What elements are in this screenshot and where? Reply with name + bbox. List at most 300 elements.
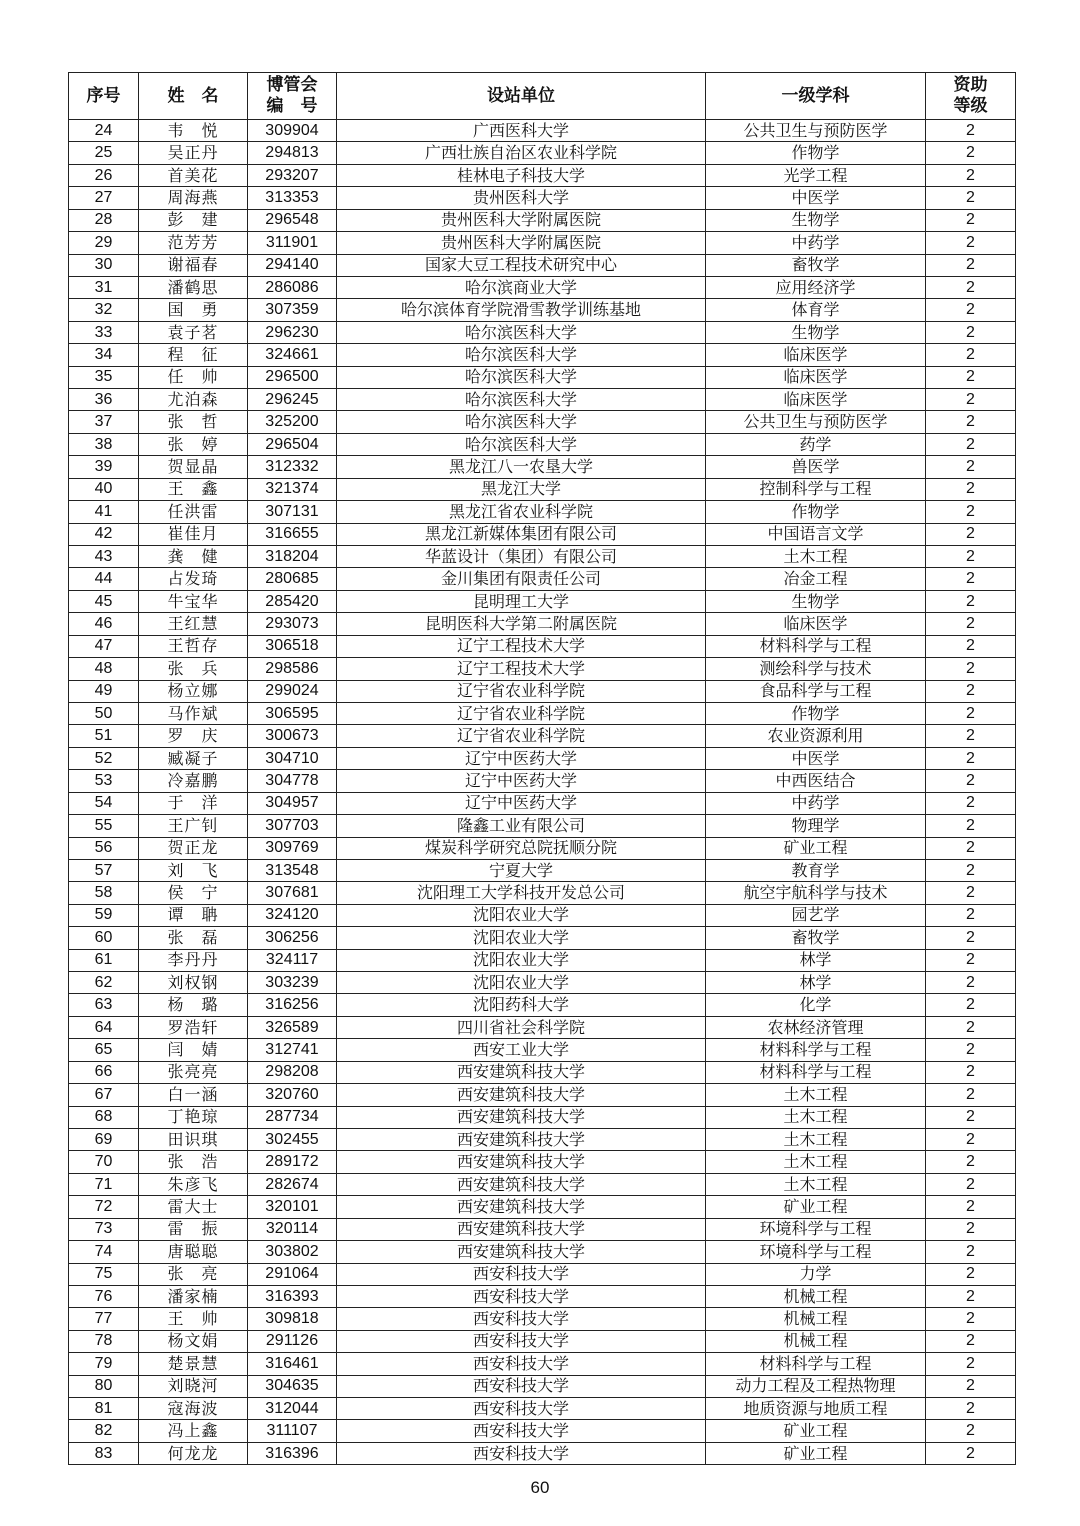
table-row [69, 1061, 1016, 1083]
cell-level: 2 [926, 1398, 1016, 1420]
cell-level: 2 [926, 1285, 1016, 1307]
cell-subject: 矿业工程 [706, 837, 926, 859]
table-header-row [69, 73, 1016, 120]
header-level [926, 73, 1016, 120]
cell-unit: 昆明医科大学第二附属医院 [337, 613, 706, 635]
cell-subject: 地质资源与地质工程 [706, 1398, 926, 1420]
cell-name: 贺正龙 [139, 837, 248, 859]
cell-id: 307131 [248, 501, 337, 523]
header-name: 姓 名 [139, 73, 248, 120]
cell-name: 尤泊森 [139, 389, 248, 411]
cell-seq: 68 [69, 1106, 139, 1128]
cell-seq: 83 [69, 1442, 139, 1464]
cell-level: 2 [926, 882, 1016, 904]
cell-unit: 西安科技大学 [337, 1442, 706, 1464]
cell-name: 潘鹤思 [139, 276, 248, 298]
cell-subject: 机械工程 [706, 1330, 926, 1352]
cell-level: 2 [926, 523, 1016, 545]
cell-level: 2 [926, 1106, 1016, 1128]
cell-unit: 贵州医科大学附属医院 [337, 232, 706, 254]
cell-seq: 78 [69, 1330, 139, 1352]
cell-id: 316396 [248, 1442, 337, 1464]
table-row [69, 1241, 1016, 1263]
table-row [69, 389, 1016, 411]
cell-unit: 哈尔滨医科大学 [337, 321, 706, 343]
cell-name: 丁艳琼 [139, 1106, 248, 1128]
cell-id: 311107 [248, 1420, 337, 1442]
cell-subject: 作物学 [706, 501, 926, 523]
cell-level: 2 [926, 658, 1016, 680]
cell-level: 2 [926, 1442, 1016, 1464]
cell-id: 307681 [248, 882, 337, 904]
cell-unit: 黑龙江省农业科学院 [337, 501, 706, 523]
cell-unit: 贵州医科大学附属医院 [337, 209, 706, 231]
table-row [69, 1375, 1016, 1397]
cell-subject: 应用经济学 [706, 276, 926, 298]
table-row [69, 456, 1016, 478]
cell-level: 2 [926, 411, 1016, 433]
header-seq: 序号 [69, 73, 139, 120]
cell-id: 324661 [248, 344, 337, 366]
cell-unit: 沈阳药科大学 [337, 994, 706, 1016]
table-row [69, 568, 1016, 590]
cell-seq: 49 [69, 680, 139, 702]
table-row [69, 1106, 1016, 1128]
cell-id: 294140 [248, 254, 337, 276]
cell-subject: 生物学 [706, 590, 926, 612]
cell-subject: 临床医学 [706, 613, 926, 635]
cell-unit: 黑龙江新媒体集团有限公司 [337, 523, 706, 545]
cell-subject: 环境科学与工程 [706, 1241, 926, 1263]
cell-unit: 广西医科大学 [337, 120, 706, 142]
cell-name: 朱彦飞 [139, 1173, 248, 1195]
cell-seq: 64 [69, 1016, 139, 1038]
cell-name: 王 帅 [139, 1308, 248, 1330]
cell-unit: 隆鑫工业有限公司 [337, 815, 706, 837]
cell-subject: 林学 [706, 972, 926, 994]
cell-unit: 哈尔滨医科大学 [337, 433, 706, 455]
cell-id: 320101 [248, 1196, 337, 1218]
cell-subject: 材料科学与工程 [706, 1061, 926, 1083]
cell-unit: 西安科技大学 [337, 1398, 706, 1420]
cell-id: 296504 [248, 433, 337, 455]
table-row [69, 927, 1016, 949]
table-row [69, 1308, 1016, 1330]
table-row [69, 344, 1016, 366]
cell-level: 2 [926, 613, 1016, 635]
cell-seq: 79 [69, 1353, 139, 1375]
cell-name: 李丹丹 [139, 949, 248, 971]
cell-id: 313548 [248, 859, 337, 881]
cell-level: 2 [926, 456, 1016, 478]
cell-id: 304778 [248, 770, 337, 792]
cell-id: 313353 [248, 187, 337, 209]
table-row [69, 994, 1016, 1016]
cell-name: 刘 飞 [139, 859, 248, 881]
cell-level: 2 [926, 1353, 1016, 1375]
cell-subject: 机械工程 [706, 1285, 926, 1307]
table-row [69, 1173, 1016, 1195]
cell-subject: 临床医学 [706, 344, 926, 366]
table-row [69, 299, 1016, 321]
cell-name: 任洪雷 [139, 501, 248, 523]
cell-seq: 47 [69, 635, 139, 657]
table-row [69, 702, 1016, 724]
cell-seq: 40 [69, 478, 139, 500]
cell-name: 贺显晶 [139, 456, 248, 478]
cell-subject: 中西医结合 [706, 770, 926, 792]
cell-level: 2 [926, 1241, 1016, 1263]
cell-name: 楚景慧 [139, 1353, 248, 1375]
table-row [69, 590, 1016, 612]
cell-name: 田识琪 [139, 1128, 248, 1150]
table-row [69, 232, 1016, 254]
cell-seq: 33 [69, 321, 139, 343]
cell-seq: 38 [69, 433, 139, 455]
cell-subject: 畜牧学 [706, 927, 926, 949]
cell-subject: 测绘科学与技术 [706, 658, 926, 680]
cell-id: 293073 [248, 613, 337, 635]
cell-level: 2 [926, 1375, 1016, 1397]
cell-id: 304710 [248, 747, 337, 769]
cell-id: 280685 [248, 568, 337, 590]
cell-seq: 58 [69, 882, 139, 904]
table-row [69, 523, 1016, 545]
cell-unit: 西安科技大学 [337, 1375, 706, 1397]
cell-level: 2 [926, 568, 1016, 590]
cell-name: 雷 振 [139, 1218, 248, 1240]
cell-unit: 哈尔滨医科大学 [337, 411, 706, 433]
cell-name: 闫 婧 [139, 1039, 248, 1061]
cell-seq: 27 [69, 187, 139, 209]
cell-unit: 西安建筑科技大学 [337, 1084, 706, 1106]
cell-seq: 59 [69, 904, 139, 926]
cell-seq: 31 [69, 276, 139, 298]
cell-level: 2 [926, 859, 1016, 881]
cell-id: 316461 [248, 1353, 337, 1375]
cell-unit: 桂林电子科技大学 [337, 164, 706, 186]
table-body [69, 120, 1016, 1465]
table-row [69, 972, 1016, 994]
cell-id: 307703 [248, 815, 337, 837]
table-row [69, 142, 1016, 164]
cell-seq: 41 [69, 501, 139, 523]
cell-subject: 矿业工程 [706, 1196, 926, 1218]
cell-seq: 73 [69, 1218, 139, 1240]
cell-seq: 69 [69, 1128, 139, 1150]
cell-seq: 43 [69, 546, 139, 568]
table-row [69, 658, 1016, 680]
cell-seq: 26 [69, 164, 139, 186]
cell-id: 296500 [248, 366, 337, 388]
cell-name: 占发琦 [139, 568, 248, 590]
cell-subject: 化学 [706, 994, 926, 1016]
cell-level: 2 [926, 815, 1016, 837]
cell-level: 2 [926, 1263, 1016, 1285]
cell-unit: 西安建筑科技大学 [337, 1173, 706, 1195]
cell-unit: 贵州医科大学 [337, 187, 706, 209]
cell-seq: 30 [69, 254, 139, 276]
cell-subject: 机械工程 [706, 1308, 926, 1330]
cell-id: 287734 [248, 1106, 337, 1128]
cell-unit: 辽宁省农业科学院 [337, 702, 706, 724]
cell-id: 309904 [248, 120, 337, 142]
cell-id: 291064 [248, 1263, 337, 1285]
cell-seq: 32 [69, 299, 139, 321]
cell-id: 318204 [248, 546, 337, 568]
table-row [69, 1285, 1016, 1307]
cell-subject: 土木工程 [706, 1106, 926, 1128]
cell-unit: 沈阳农业大学 [337, 949, 706, 971]
cell-name: 程 征 [139, 344, 248, 366]
cell-subject: 中国语言文学 [706, 523, 926, 545]
cell-id: 320760 [248, 1084, 337, 1106]
cell-level: 2 [926, 299, 1016, 321]
table-row [69, 254, 1016, 276]
table-row [69, 1330, 1016, 1352]
cell-name: 唐聪聪 [139, 1241, 248, 1263]
cell-unit: 西安科技大学 [337, 1285, 706, 1307]
cell-subject: 材料科学与工程 [706, 1039, 926, 1061]
cell-unit: 西安建筑科技大学 [337, 1196, 706, 1218]
cell-name: 王哲存 [139, 635, 248, 657]
cell-unit: 沈阳农业大学 [337, 904, 706, 926]
cell-subject: 材料科学与工程 [706, 635, 926, 657]
cell-unit: 西安科技大学 [337, 1263, 706, 1285]
cell-level: 2 [926, 276, 1016, 298]
cell-level: 2 [926, 904, 1016, 926]
cell-level: 2 [926, 344, 1016, 366]
cell-id: 298208 [248, 1061, 337, 1083]
cell-level: 2 [926, 635, 1016, 657]
cell-id: 309818 [248, 1308, 337, 1330]
cell-seq: 60 [69, 927, 139, 949]
header-level-line2: 等级 [953, 96, 988, 116]
cell-level: 2 [926, 1173, 1016, 1195]
cell-name: 潘家楠 [139, 1285, 248, 1307]
cell-level: 2 [926, 1016, 1016, 1038]
cell-seq: 24 [69, 120, 139, 142]
cell-name: 周海燕 [139, 187, 248, 209]
table-row [69, 1084, 1016, 1106]
cell-name: 袁子茗 [139, 321, 248, 343]
cell-unit: 辽宁中医药大学 [337, 770, 706, 792]
cell-id: 303239 [248, 972, 337, 994]
cell-id: 294813 [248, 142, 337, 164]
cell-unit: 西安建筑科技大学 [337, 1241, 706, 1263]
cell-name: 罗浩轩 [139, 1016, 248, 1038]
cell-subject: 林学 [706, 949, 926, 971]
cell-level: 2 [926, 949, 1016, 971]
table-row [69, 1196, 1016, 1218]
cell-unit: 西安科技大学 [337, 1308, 706, 1330]
cell-name: 白一涵 [139, 1084, 248, 1106]
cell-level: 2 [926, 590, 1016, 612]
cell-unit: 西安科技大学 [337, 1330, 706, 1352]
cell-seq: 81 [69, 1398, 139, 1420]
table-row [69, 859, 1016, 881]
table-row [69, 366, 1016, 388]
cell-id: 304635 [248, 1375, 337, 1397]
cell-unit: 四川省社会科学院 [337, 1016, 706, 1038]
cell-level: 2 [926, 770, 1016, 792]
cell-name: 范芳芳 [139, 232, 248, 254]
cell-subject: 力学 [706, 1263, 926, 1285]
header-id-line2: 编 号 [266, 96, 318, 116]
cell-subject: 作物学 [706, 702, 926, 724]
cell-unit: 辽宁工程技术大学 [337, 635, 706, 657]
cell-unit: 西安建筑科技大学 [337, 1218, 706, 1240]
cell-subject: 土木工程 [706, 1173, 926, 1195]
cell-id: 302455 [248, 1128, 337, 1150]
cell-seq: 51 [69, 725, 139, 747]
cell-name: 张亮亮 [139, 1061, 248, 1083]
cell-subject: 中医学 [706, 747, 926, 769]
cell-unit: 金川集团有限责任公司 [337, 568, 706, 590]
table-row [69, 635, 1016, 657]
table-row [69, 546, 1016, 568]
table-row [69, 1039, 1016, 1061]
cell-level: 2 [926, 1420, 1016, 1442]
cell-seq: 82 [69, 1420, 139, 1442]
cell-unit: 辽宁工程技术大学 [337, 658, 706, 680]
cell-subject: 控制科学与工程 [706, 478, 926, 500]
cell-level: 2 [926, 321, 1016, 343]
cell-name: 崔佳月 [139, 523, 248, 545]
cell-unit: 哈尔滨商业大学 [337, 276, 706, 298]
cell-id: 311901 [248, 232, 337, 254]
cell-level: 2 [926, 478, 1016, 500]
cell-subject: 药学 [706, 433, 926, 455]
cell-id: 306595 [248, 702, 337, 724]
table-row [69, 949, 1016, 971]
cell-level: 2 [926, 1308, 1016, 1330]
cell-unit: 黑龙江大学 [337, 478, 706, 500]
cell-name: 谢福春 [139, 254, 248, 276]
cell-name: 首美花 [139, 164, 248, 186]
cell-unit: 哈尔滨医科大学 [337, 366, 706, 388]
header-subject: 一级学科 [706, 73, 926, 120]
cell-unit: 昆明理工大学 [337, 590, 706, 612]
cell-seq: 63 [69, 994, 139, 1016]
cell-name: 侯 宁 [139, 882, 248, 904]
cell-seq: 46 [69, 613, 139, 635]
cell-name: 于 洋 [139, 792, 248, 814]
header-level-line1: 资助 [953, 75, 988, 95]
cell-id: 298586 [248, 658, 337, 680]
cell-seq: 45 [69, 590, 139, 612]
postdoc-funding-table [68, 72, 1016, 1465]
cell-seq: 39 [69, 456, 139, 478]
table-row [69, 276, 1016, 298]
cell-seq: 36 [69, 389, 139, 411]
cell-id: 324117 [248, 949, 337, 971]
cell-name: 彭 建 [139, 209, 248, 231]
cell-subject: 公共卫生与预防医学 [706, 120, 926, 142]
cell-id: 325200 [248, 411, 337, 433]
cell-subject: 体育学 [706, 299, 926, 321]
cell-subject: 矿业工程 [706, 1442, 926, 1464]
cell-name: 杨 璐 [139, 994, 248, 1016]
cell-seq: 66 [69, 1061, 139, 1083]
cell-id: 303802 [248, 1241, 337, 1263]
cell-subject: 光学工程 [706, 164, 926, 186]
cell-id: 306518 [248, 635, 337, 657]
cell-name: 马作斌 [139, 702, 248, 724]
cell-subject: 土木工程 [706, 1084, 926, 1106]
table-row [69, 1128, 1016, 1150]
cell-subject: 土木工程 [706, 1151, 926, 1173]
table-row [69, 747, 1016, 769]
table-row [69, 478, 1016, 500]
cell-seq: 72 [69, 1196, 139, 1218]
cell-seq: 74 [69, 1241, 139, 1263]
cell-id: 316393 [248, 1285, 337, 1307]
cell-id: 306256 [248, 927, 337, 949]
cell-unit: 辽宁省农业科学院 [337, 725, 706, 747]
cell-name: 雷大士 [139, 1196, 248, 1218]
cell-name: 张 亮 [139, 1263, 248, 1285]
cell-id: 299024 [248, 680, 337, 702]
cell-id: 304957 [248, 792, 337, 814]
header-unit: 设站单位 [337, 73, 706, 120]
cell-id: 293207 [248, 164, 337, 186]
cell-unit: 沈阳理工大学科技开发总公司 [337, 882, 706, 904]
cell-seq: 42 [69, 523, 139, 545]
cell-subject: 土木工程 [706, 546, 926, 568]
cell-name: 王广钊 [139, 815, 248, 837]
cell-name: 刘晓河 [139, 1375, 248, 1397]
cell-id: 282674 [248, 1173, 337, 1195]
cell-name: 龚 健 [139, 546, 248, 568]
cell-level: 2 [926, 164, 1016, 186]
cell-subject: 矿业工程 [706, 1420, 926, 1442]
cell-subject: 农业资源利用 [706, 725, 926, 747]
cell-name: 杨文娟 [139, 1330, 248, 1352]
cell-level: 2 [926, 680, 1016, 702]
cell-name: 牛宝华 [139, 590, 248, 612]
cell-level: 2 [926, 994, 1016, 1016]
cell-subject: 冶金工程 [706, 568, 926, 590]
cell-unit: 哈尔滨体育学院滑雪教学训练基地 [337, 299, 706, 321]
cell-name: 寇海波 [139, 1398, 248, 1420]
cell-unit: 西安建筑科技大学 [337, 1106, 706, 1128]
cell-unit: 西安科技大学 [337, 1353, 706, 1375]
cell-unit: 辽宁省农业科学院 [337, 680, 706, 702]
table-row [69, 187, 1016, 209]
cell-subject: 公共卫生与预防医学 [706, 411, 926, 433]
cell-unit: 西安科技大学 [337, 1420, 706, 1442]
cell-unit: 哈尔滨医科大学 [337, 389, 706, 411]
cell-subject: 畜牧学 [706, 254, 926, 276]
cell-level: 2 [926, 1151, 1016, 1173]
cell-name: 国 勇 [139, 299, 248, 321]
table-row [69, 725, 1016, 747]
cell-subject: 环境科学与工程 [706, 1218, 926, 1240]
cell-level: 2 [926, 837, 1016, 859]
table-row [69, 1353, 1016, 1375]
table-row [69, 1263, 1016, 1285]
cell-id: 321374 [248, 478, 337, 500]
cell-subject: 土木工程 [706, 1128, 926, 1150]
cell-seq: 29 [69, 232, 139, 254]
cell-name: 杨立娜 [139, 680, 248, 702]
cell-id: 312741 [248, 1039, 337, 1061]
table-row [69, 904, 1016, 926]
cell-level: 2 [926, 725, 1016, 747]
cell-subject: 农林经济管理 [706, 1016, 926, 1038]
cell-unit: 沈阳农业大学 [337, 972, 706, 994]
